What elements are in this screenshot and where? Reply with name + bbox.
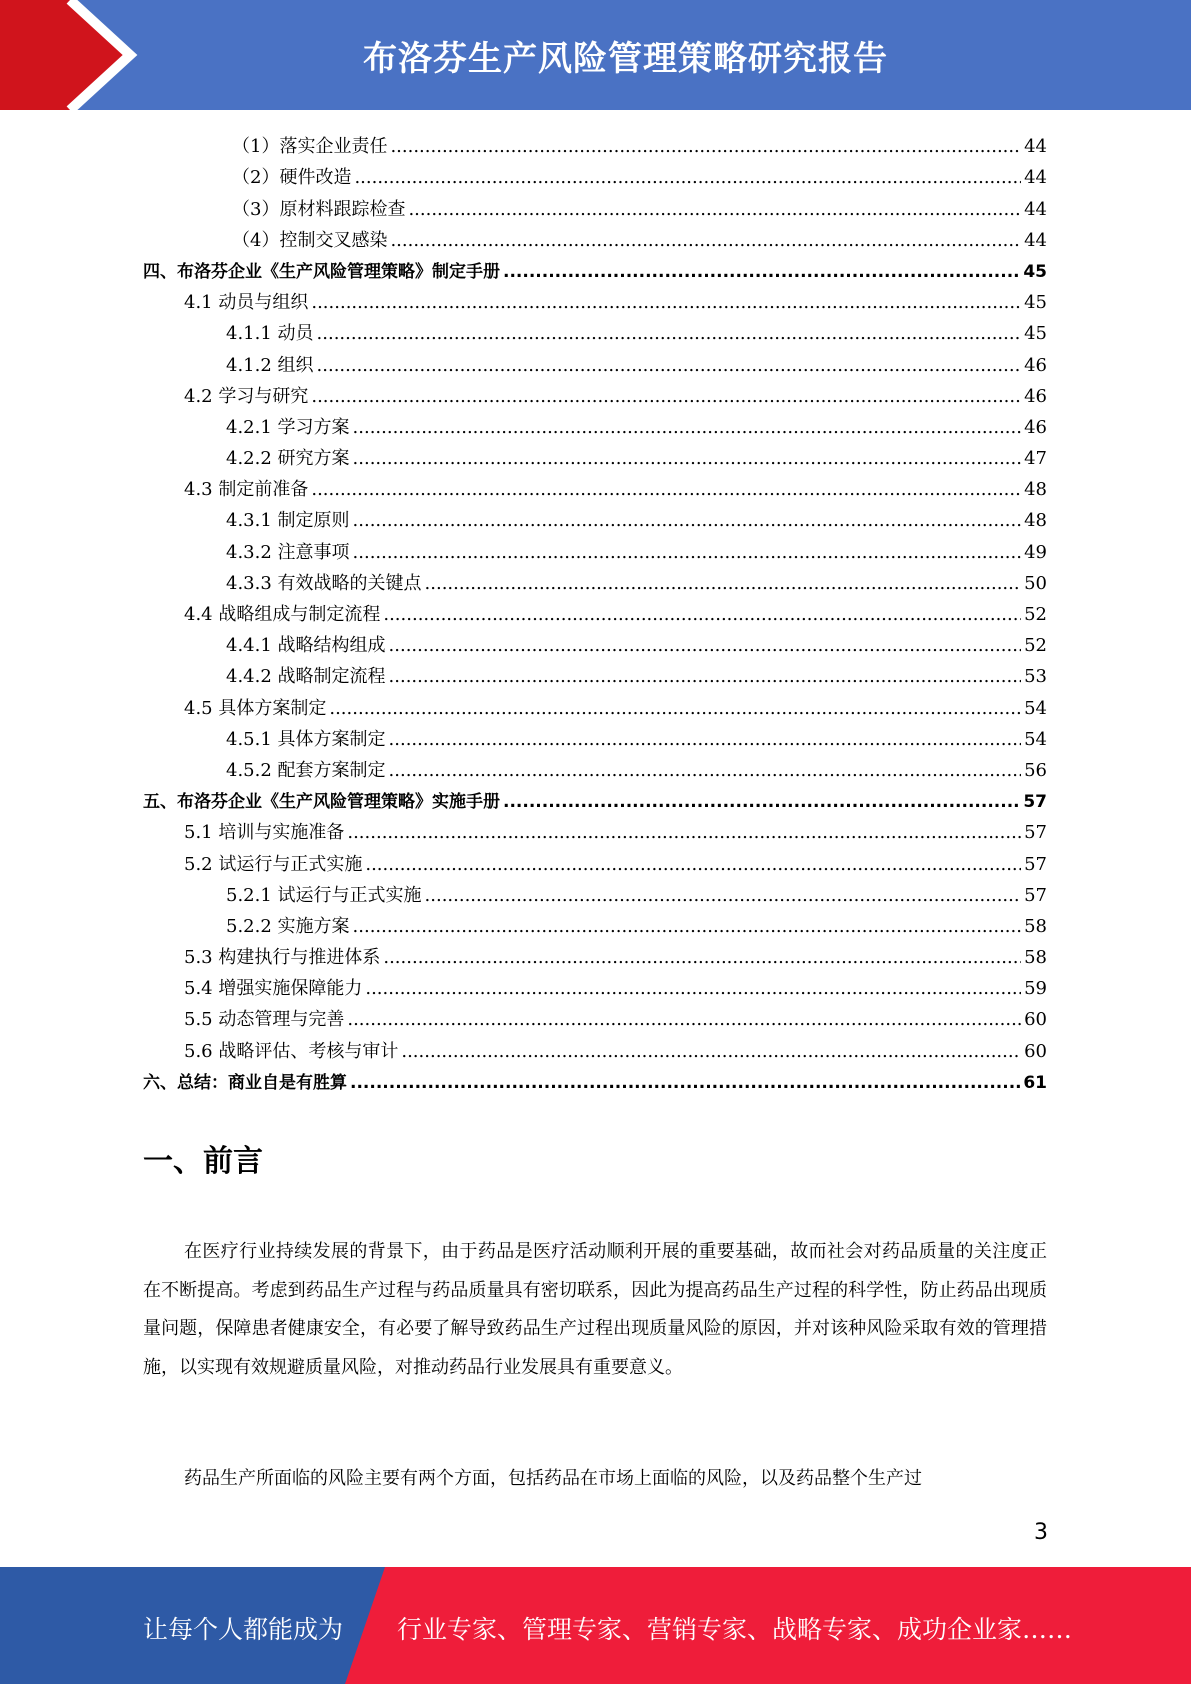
toc-dot-leader: [311, 386, 1021, 408]
section-heading: 一、前言: [143, 1144, 263, 1179]
toc-entry-page: 46: [1024, 385, 1047, 407]
toc-entry[interactable]: [143, 377, 1047, 408]
toc-entry[interactable]: [143, 751, 1047, 782]
toc-dot-leader: [390, 136, 1021, 158]
toc-entry[interactable]: [143, 595, 1047, 626]
toc-dot-leader: [401, 1041, 1021, 1063]
toc-dot-leader: [347, 1009, 1021, 1031]
toc-entry-page: 52: [1024, 635, 1047, 657]
toc-entry-page: 46: [1024, 354, 1047, 376]
toc-entry-label: （3）原材料跟踪检查: [232, 198, 406, 220]
footer-slogan-right: 行业专家、管理专家、营销专家、战略专家、成功企业家……: [397, 1615, 1073, 1644]
toc-entry-page: 45: [1023, 261, 1047, 282]
toc-entry-page: 44: [1024, 167, 1047, 189]
toc-dot-leader: [503, 261, 1020, 283]
toc-entry-page: 57: [1024, 884, 1047, 906]
toc-entry[interactable]: [143, 501, 1047, 532]
toc-entry[interactable]: [143, 1063, 1047, 1094]
toc-entry[interactable]: [143, 1031, 1047, 1062]
toc-entry-label: 5.4 增强实施保障能力: [184, 978, 363, 1000]
toc-entry-label: （2）硬件改造: [232, 167, 352, 189]
toc-entry-page: 44: [1024, 198, 1047, 220]
toc-dot-leader: [390, 230, 1021, 252]
toc-entry[interactable]: [143, 938, 1047, 969]
toc-dot-leader: [353, 417, 1022, 439]
toc-entry-label: 4.1.1 动员: [226, 323, 314, 345]
toc-entry-label: 4.3.3 有效战略的关键点: [226, 572, 422, 594]
toc-dot-leader: [353, 448, 1022, 470]
toc-entry[interactable]: [143, 158, 1047, 189]
toc-dot-leader: [389, 729, 1022, 751]
toc-dot-leader: [365, 854, 1021, 876]
toc-entry[interactable]: [143, 813, 1047, 844]
toc-entry-label: 5.6 战略评估、考核与审计: [184, 1040, 399, 1062]
toc-entry-page: 49: [1024, 541, 1047, 563]
toc-entry[interactable]: [143, 782, 1047, 813]
toc-entry-label: 4.5 具体方案制定: [184, 697, 327, 719]
toc-dot-leader: [425, 573, 1022, 595]
toc-entry-label: 4.2.2 研究方案: [226, 448, 350, 470]
table-of-contents: [143, 127, 1047, 1094]
toc-entry[interactable]: [143, 408, 1047, 439]
toc-entry[interactable]: [143, 876, 1047, 907]
toc-entry-page: 57: [1024, 822, 1047, 844]
toc-entry[interactable]: [143, 532, 1047, 563]
toc-entry-page: 45: [1024, 323, 1047, 345]
toc-entry-label: 5.2 试运行与正式实施: [184, 853, 363, 875]
toc-entry[interactable]: [143, 439, 1047, 470]
toc-entry-page: 54: [1024, 728, 1047, 750]
toc-entry-page: 59: [1024, 978, 1047, 1000]
toc-entry-label: 4.4 战略组成与制定流程: [184, 604, 381, 625]
toc-entry-page: 48: [1024, 479, 1047, 501]
toc-entry-label: （1）落实企业责任: [232, 136, 388, 158]
toc-entry-label: 4.4.1 战略结构组成: [226, 635, 386, 657]
toc-entry[interactable]: [143, 626, 1047, 657]
toc-entry-label: 4.3 制定前准备: [184, 479, 309, 501]
toc-entry[interactable]: [143, 127, 1047, 158]
toc-dot-leader: [389, 666, 1022, 688]
toc-dot-leader: [317, 355, 1022, 377]
toc-entry-label: 5.3 构建执行与推进体系: [184, 947, 381, 969]
toc-dot-leader: [311, 479, 1021, 501]
toc-dot-leader: [353, 916, 1022, 938]
toc-entry-page: 58: [1024, 915, 1047, 937]
toc-entry-page: 44: [1024, 136, 1047, 158]
toc-entry-label: 5.1 培训与实施准备: [184, 822, 345, 844]
page-header: [0, 0, 1191, 110]
toc-entry[interactable]: [143, 189, 1047, 220]
toc-entry-page: 44: [1024, 229, 1047, 251]
page-number: 3: [1034, 1520, 1048, 1545]
toc-entry-label: 4.4.2 战略制定流程: [226, 666, 386, 688]
toc-entry[interactable]: [143, 221, 1047, 252]
paragraph: 药品生产所面临的风险主要有两个方面，包括药品在市场上面临的风险，以及药品整个生产过: [184, 1468, 922, 1489]
toc-entry[interactable]: [143, 252, 1047, 283]
toc-entry-page: 47: [1024, 448, 1047, 470]
toc-entry[interactable]: [143, 283, 1047, 314]
toc-entry-label: 5.2.2 实施方案: [226, 915, 350, 937]
toc-entry[interactable]: [143, 564, 1047, 595]
toc-entry-page: 57: [1024, 853, 1047, 875]
toc-entry-label: 五、布洛芬企业《生产风险管理策略》实施手册: [143, 792, 500, 813]
toc-entry-page: 52: [1024, 604, 1047, 625]
toc-entry[interactable]: [143, 907, 1047, 938]
toc-entry-page: 45: [1024, 292, 1047, 314]
toc-entry[interactable]: [143, 688, 1047, 719]
toc-entry-label: 4.2.1 学习方案: [226, 416, 350, 438]
toc-dot-leader: [311, 292, 1021, 314]
toc-dot-leader: [365, 978, 1021, 1000]
toc-entry[interactable]: [143, 470, 1047, 501]
toc-entry-page: 60: [1024, 1040, 1047, 1062]
toc-entry-page: 58: [1024, 947, 1047, 969]
toc-dot-leader: [329, 698, 1021, 720]
toc-entry-page: 48: [1024, 510, 1047, 532]
toc-entry[interactable]: [143, 969, 1047, 1000]
toc-entry-label: 5.2.1 试运行与正式实施: [226, 884, 422, 906]
toc-entry-label: 4.1 动员与组织: [184, 292, 309, 314]
toc-dot-leader: [503, 791, 1020, 813]
toc-dot-leader: [383, 947, 1021, 969]
toc-entry[interactable]: [143, 1000, 1047, 1031]
toc-entry-page: 50: [1024, 572, 1047, 594]
toc-dot-leader: [383, 604, 1021, 626]
toc-entry[interactable]: [143, 345, 1047, 376]
toc-entry-label: 5.5 动态管理与完善: [184, 1009, 345, 1031]
toc-dot-leader: [425, 885, 1022, 907]
toc-entry-page: 56: [1024, 759, 1047, 781]
toc-entry-page: 46: [1024, 416, 1047, 438]
toc-entry-page: 54: [1024, 697, 1047, 719]
footer-slogan-left: 让每个人都能成为: [143, 1615, 344, 1644]
toc-entry-label: 4.2 学习与研究: [184, 385, 309, 407]
toc-dot-leader: [408, 199, 1021, 221]
toc-entry-label: 4.1.2 组织: [226, 354, 314, 376]
toc-entry-label: 4.5.2 配套方案制定: [226, 759, 386, 781]
document-title: 布洛芬生产风险管理策略研究报告: [363, 38, 888, 79]
toc-dot-leader: [350, 1072, 1020, 1094]
toc-dot-leader: [347, 822, 1021, 844]
paragraph: 在医疗行业持续发展的背景下，由于药品是医疗活动顺利开展的重要基础，故而社会对药品质量的关注度正在不断提高。考虑到药品生产过程与药品质量具有密切联系，因此为提高药品生产过程的科学性，防止药品出现质量问题，保障患者健康安全，有必要了解导致药品生产过程出现质量风险的原因，并对该种风险采取有效的管理措施，以实现有效规避质量风险，对推动药品行业发展具有重要意义。: [143, 1241, 1047, 1378]
toc-entry-page: 53: [1024, 666, 1047, 688]
toc-entry-page: 60: [1024, 1009, 1047, 1031]
toc-dot-leader: [354, 167, 1021, 189]
toc-entry-label: （4）控制交叉感染: [232, 229, 388, 251]
toc-dot-leader: [389, 635, 1022, 657]
toc-entry-page: 57: [1023, 792, 1047, 813]
toc-dot-leader: [353, 510, 1022, 532]
toc-entry-page: 61: [1023, 1072, 1047, 1093]
toc-entry-label: 四、布洛芬企业《生产风险管理策略》制定手册: [143, 261, 500, 282]
toc-entry[interactable]: [143, 314, 1047, 345]
toc-entry[interactable]: [143, 844, 1047, 875]
toc-entry-label: 六、总结：商业自是有胜算: [143, 1072, 347, 1093]
toc-dot-leader: [389, 760, 1022, 782]
toc-entry-label: 4.3.2 注意事项: [226, 541, 350, 563]
toc-entry-label: 4.3.1 制定原则: [226, 510, 350, 532]
toc-entry[interactable]: [143, 657, 1047, 688]
toc-entry[interactable]: [143, 720, 1047, 751]
toc-dot-leader: [317, 323, 1022, 345]
toc-dot-leader: [353, 542, 1022, 564]
toc-entry-label: 4.5.1 具体方案制定: [226, 728, 386, 750]
